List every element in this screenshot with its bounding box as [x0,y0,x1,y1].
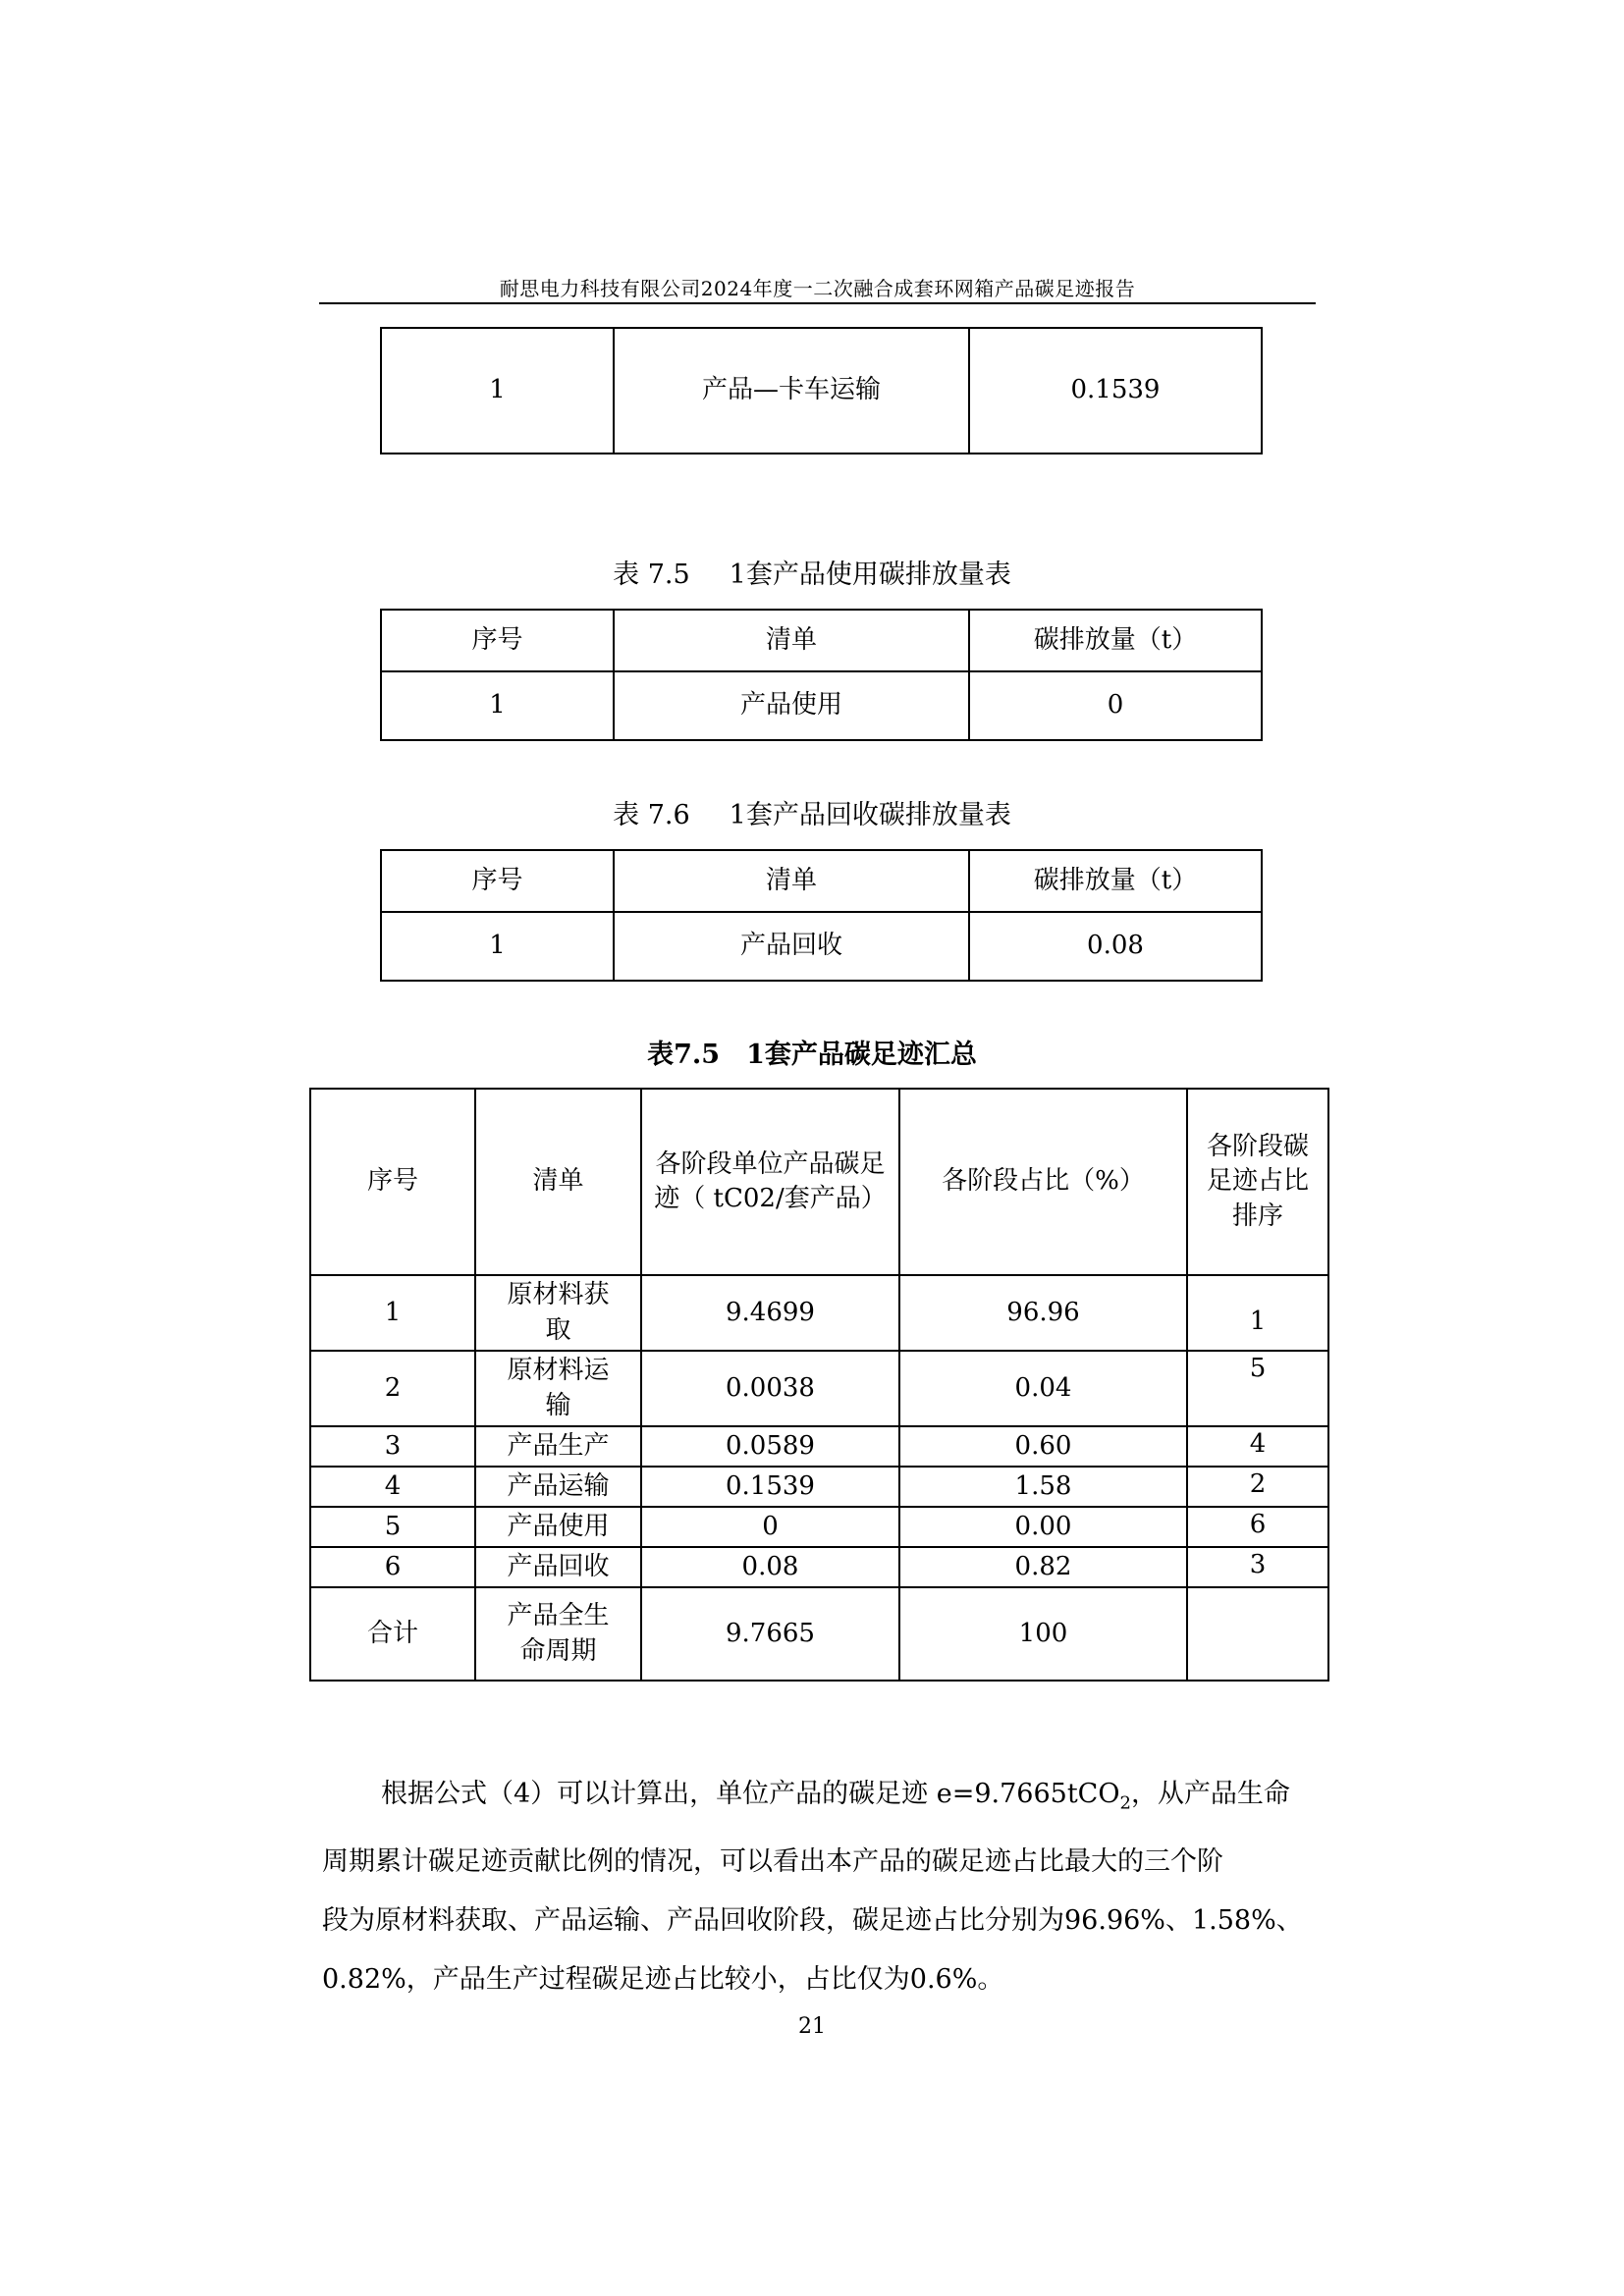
table-cell: 1 [381,328,614,454]
table-row [310,1426,1328,1467]
table-cell: 3 [1187,1547,1328,1587]
caption-number: 表 7.6 [613,800,690,830]
table-cell: 0.04 [899,1351,1187,1426]
paragraph-line [322,1765,1314,1833]
page-number: 21 [798,2014,826,2039]
summary-table-caption: 表7.5 1套产品碳足迹汇总 [647,1040,977,1070]
table-cell: 0 [969,671,1262,740]
table-cell: 5 [310,1507,475,1547]
table-cell: 产品生产 [475,1426,641,1467]
table-row [310,1547,1328,1587]
summary-table [309,1088,1329,1682]
table-row [381,671,1262,740]
table-row [310,1507,1328,1547]
table-cell: 3 [310,1426,475,1467]
table-cell: 1.58 [899,1467,1187,1507]
table-cell: 4 [1187,1426,1328,1467]
page-header: 耐思电力科技有限公司2024年度一二次融合成套环网箱产品碳足迹报告 [499,277,1136,300]
column-header: 序号 [381,610,614,671]
table-cell: 9.7665 [641,1587,899,1681]
transport-table [380,327,1263,454]
table-row [381,912,1262,981]
column-header: 清单 [614,850,969,912]
table-cell: 1 [310,1275,475,1351]
table-cell: 4 [310,1467,475,1507]
table-cell: 产品回收 [614,912,969,981]
table-cell: 0.1539 [641,1467,899,1507]
table-header-row [381,850,1262,912]
column-header: 碳排放量（t） [969,850,1262,912]
table-cell: 0.08 [641,1547,899,1587]
column-header: 序号 [381,850,614,912]
table-cell: 0.0589 [641,1426,899,1467]
table-cell: 产品使用 [475,1507,641,1547]
table-cell: 96.96 [899,1275,1187,1351]
table-cell: 原材料运输 [475,1351,641,1426]
recycle-table-caption [0,793,1624,831]
use-table-caption [0,553,1624,591]
table-row [310,1275,1328,1351]
table-cell: 6 [310,1547,475,1587]
table-cell: 0.60 [899,1426,1187,1467]
table-header-row [381,610,1262,671]
table-cell: 0.08 [969,912,1262,981]
table-cell: 0.82 [899,1547,1187,1587]
table-cell: 产品运输 [475,1467,641,1507]
column-header: 各阶段碳足迹占比排序 [1187,1089,1328,1275]
caption-title: 1套产品使用碳排放量表 [729,560,1011,590]
table-cell: 2 [310,1351,475,1426]
table-cell: 产品全生命周期 [475,1587,641,1681]
column-header: 序号 [310,1089,475,1275]
table-cell: 1 [1187,1275,1328,1351]
table-cell: 产品使用 [614,671,969,740]
column-header: 清单 [614,610,969,671]
paragraph-line: 周期累计碳足迹贡献比例的情况，可以看出本产品的碳足迹占比最大的三个阶 [322,1846,1223,1878]
column-header: 各阶段占比（%） [899,1089,1187,1275]
table-row [381,328,1262,454]
table-cell: 100 [899,1587,1187,1681]
table-cell: 产品回收 [475,1547,641,1587]
table-cell: 原材料获取 [475,1275,641,1351]
subscript: 2 [1119,1792,1131,1814]
table-cell: 9.4699 [641,1275,899,1351]
body-paragraph [322,1765,1314,2009]
caption-number: 表 7.5 [613,560,690,590]
column-header: 碳排放量（t） [969,610,1262,671]
paragraph-line: 段为原材料获取、产品运输、产品回收阶段，碳足迹占比分别为96.96%、1.58%、 [322,1905,1303,1937]
paragraph-line: 0.82%，产品生产过程碳足迹占比较小，占比仅为0.6%。 [322,1964,1004,1996]
table-cell: 1 [381,912,614,981]
caption-title: 1套产品回收碳排放量表 [729,800,1011,830]
table-cell [1187,1587,1328,1681]
table-cell: 0.1539 [969,328,1262,454]
text-span: 根据公式（4）可以计算出，单位产品的碳足迹 e=9.7665tCO [381,1779,1120,1809]
recycle-table [380,849,1263,982]
table-cell: 6 [1187,1507,1328,1547]
table-cell: 0.00 [899,1507,1187,1547]
table-cell: 1 [381,671,614,740]
table-cell: 5 [1187,1351,1328,1426]
text-span: ，从产品生命 [1130,1779,1290,1809]
use-table [380,609,1263,741]
column-header: 清单 [475,1089,641,1275]
table-cell: 合计 [310,1587,475,1681]
column-header: 各阶段单位产品碳足迹（ tC02/套产品） [641,1089,899,1275]
table-cell: 0.0038 [641,1351,899,1426]
table-cell: 产品—卡车运输 [614,328,969,454]
table-row [310,1351,1328,1426]
table-cell: 2 [1187,1467,1328,1507]
table-header-row [310,1089,1328,1275]
table-row [310,1587,1328,1681]
table-row [310,1467,1328,1507]
header-rule [319,302,1316,304]
table-cell: 0 [641,1507,899,1547]
